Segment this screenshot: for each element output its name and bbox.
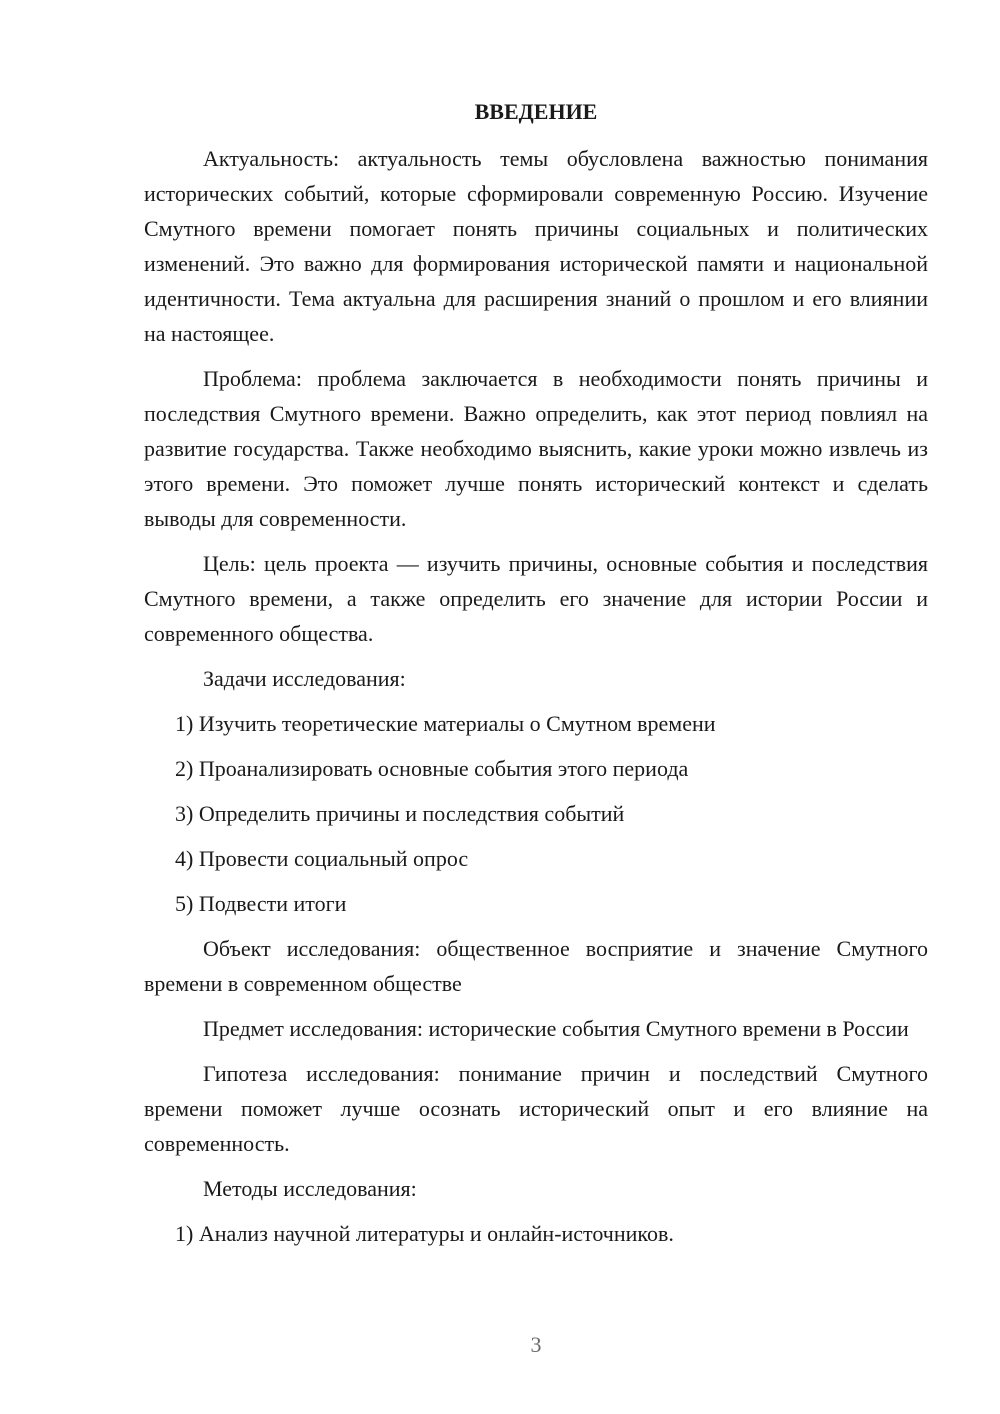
object-paragraph: Объект исследования: общественное восприятие и значение Смутного времени в современном обществе [144, 936, 928, 996]
section-title: ВВЕДЕНИЕ [474, 99, 598, 124]
task-item: 2) Проанализировать основные события этого периода [175, 756, 689, 781]
problem-paragraph: Проблема: проблема заключается в необходимости понять причины и последствия Смутного времени. Важно определить, как этот период повлиял на развитие государства. Также необходимо выяснить, какие уроки можно извлечь из этого времени. Это поможет лучше понять исторический контекст и сделать выводы для современности. [144, 366, 928, 531]
task-item: 1) Изучить теоретические материалы о Смутном времени [175, 711, 716, 736]
task-item: 3) Определить причины и последствия событий [175, 801, 625, 826]
method-item: 1) Анализ научной литературы и онлайн-источников. [175, 1221, 674, 1246]
tasks-heading: Задачи исследования: [203, 666, 406, 691]
page-number: 3 [530, 1332, 542, 1357]
relevance-paragraph: Актуальность: актуальность темы обусловлена важностью понимания исторических событий, которые сформировали современную Россию. Изучение Смутного времени помогает понять причины социальных и политических изменений. Это важно для формирования исторической памяти и национальной идентичности. Тема актуальна для расширения знаний о прошлом и его влиянии на настоящее. [144, 146, 928, 346]
goal-paragraph: Цель: цель проекта — изучить причины, основные события и последствия Смутного времени, а также определить его значение для истории России и современного общества. [144, 551, 928, 646]
hypothesis-paragraph: Гипотеза исследования: понимание причин и последствий Смутного времени поможет лучше осознать исторический опыт и его влияние на современность. [144, 1061, 928, 1156]
methods-heading: Методы исследования: [203, 1176, 417, 1201]
task-item: 5) Подвести итоги [175, 891, 347, 916]
document-page [144, 94, 928, 1261]
task-item: 4) Провести социальный опрос [175, 846, 469, 871]
tasks-list [144, 706, 928, 921]
subject-paragraph: Предмет исследования: исторические события Смутного времени в России [203, 1016, 909, 1041]
methods-list [144, 1216, 928, 1251]
